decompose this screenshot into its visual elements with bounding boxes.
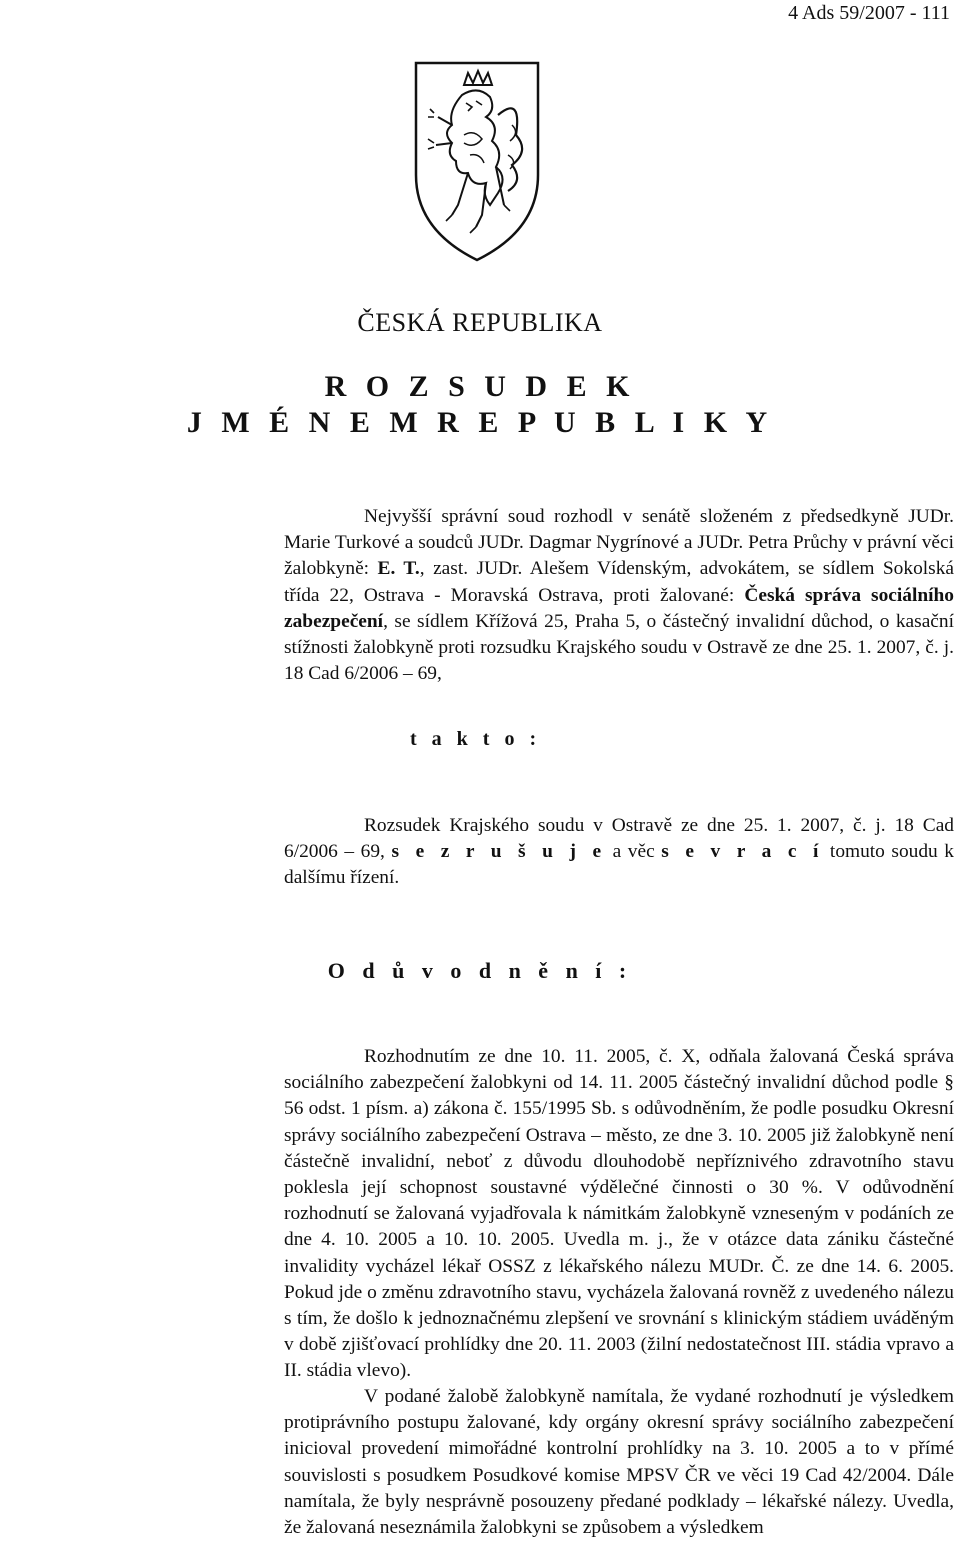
verdict-text-2: a věc — [606, 841, 662, 863]
intro-text-2: , zast. JUDr. Alešem Vídenským, advokátem, se sídlem Sokolská třída 22, Ostrava - Moravská Ostrava, proti žalované: — [284, 558, 954, 606]
verdict-paragraph — [284, 813, 954, 892]
document-subtitle: J M É N E M R E P U B L I K Y — [186, 406, 774, 439]
reasoning-heading: O d ů v o d n ě n í : — [327, 958, 633, 983]
intro-text-1: Nejvyšší správní soud rozhodl v senátě složeném z předsedkyně JUDr. Marie Turkové a soudců JUDr. Dagmar Nygrínové a JUDr. Petra Průchy v právní věci žalobkyně: — [284, 506, 954, 580]
takto-heading: t a k t o : — [410, 728, 542, 750]
reasoning-paragraph-1: Rozhodnutím ze dne 10. 11. 2005, č. X, odňala žalovaná Česká správa sociálního zabezpečení žalobkyni od 14. 11. 2005 částečný invalidní důchod podle § 56 odst. 1 písm. a) zákona č. 155/1995 Sb. s odůvodněním, že podle posudku Okresní správy sociálního zabezpečení Ostrava – město, ze dne 3. 10. 2005 již žalobkyně není částečně invalidní, neboť z důvodu dlouhodobě nepříznivého zdravotního stavu poklesla její schopnost soustavné výdělečné činnosti o 30 %. V odůvodnění rozhodnutí se žalovaná vyjadřovala k námitkám žalobkyně vzneseným v podáních ze dne 4. 10. 2005 a 10. 10. 2005. Uvedla m. j., že v otázce data zániku částečné invalidity vycházel lékař OSSZ z lékařského nálezu MUDr. Č. ze dne 14. 6. 2005. Pokud jde o změnu zdravotního stavu, vycházela žalovaná rovněž z uvedeného nálezu s tím, že došlo k jednoznačnému zlepšení ve srovnání s klinickým stádiem uváděným v době zjišťovací prohlídky dne 20. 11. 2003 (žilní nedostatečnost III. stádia vpravo a II. stádia vlevo). — [284, 1046, 954, 1382]
coat-of-arms-icon — [412, 55, 542, 265]
verdict-zrusuje: s e z r u š u j e — [391, 841, 607, 863]
intro-text-3: , se sídlem Křížová 25, Praha 5, o částečný invalidní důchod, o kasační stížnosti žalobkyně proti rozsudku Krajského soudu v Ostravě ze dne 25. 1. 2007, č. j. 18 Cad 6/2006 – 69, — [284, 610, 954, 685]
case-reference: 4 Ads 59/2007 - 111 — [788, 2, 950, 24]
verdict-text-3: tomuto soudu k dalšímu řízení. — [284, 841, 954, 889]
verdict-text-1: Rozsudek Krajského soudu v Ostravě ze dne 25. 1. 2007, č. j. 18 Cad 6/2006 – 69, — [284, 815, 954, 863]
defendant-name: Česká správa sociálního zabezpečení — [284, 584, 955, 632]
document-title: R O Z S U D E K — [324, 370, 636, 403]
reasoning-paragraph-2: V podané žalobě žalobkyně namítala, že vydané rozhodnutí je výsledkem protiprávního postupu žalované, kdy orgány okresní správy sociálního zabezpečení inicioval provedení mimořádné kontrolní prohlídky na 3. 10. 2005 a to v přímé souvislosti s posudkem Posudkové komise MPSV ČR ve věci 19 Cad 42/2004. Dále namítala, že byly nesprávně posouzeny předané podklady – lékařské nálezy. Uvedla, že žalovaná neseznámila žalobkyni se způsobem a výsledkem — [284, 1386, 954, 1539]
intro-paragraph — [284, 504, 954, 687]
plaintiff-name: E. T. — [377, 558, 420, 580]
country-heading: ČESKÁ REPUBLIKA — [357, 308, 603, 337]
verdict-vraci: s e v r a c í — [661, 841, 824, 863]
